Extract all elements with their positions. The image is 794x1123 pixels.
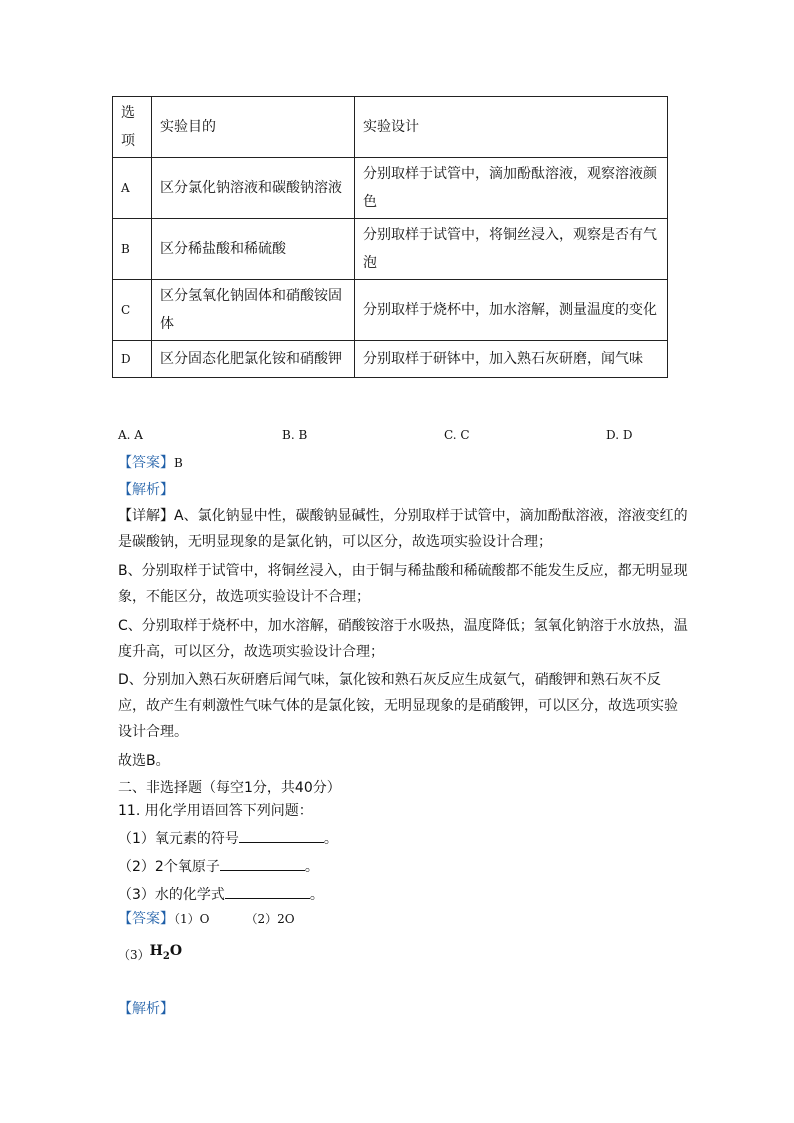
analysis-tag-2: 【解析】 <box>118 1001 174 1017</box>
answer-value: B <box>174 456 183 470</box>
answer-1: （1）O <box>174 912 210 926</box>
row-option: D <box>113 341 152 378</box>
row-goal: 区分氢氧化钠固体和硝酸铵固体 <box>152 280 355 341</box>
row-design: 分别取样于试管中，滴加酚酞溶液，观察溶液颜色 <box>355 158 668 219</box>
choice-a: A. A <box>118 428 143 442</box>
row-goal: 区分稀盐酸和稀硫酸 <box>152 219 355 280</box>
q11-stem: 11. 用化学用语回答下列问题： <box>118 803 313 819</box>
answer-tag: 【答案】 <box>118 911 174 927</box>
detail-c-paragraph: C、分别取样于烧杯中，加水溶解，硝酸铵溶于水吸热，温度降低；氢氧化钠溶于水放热，温度升高，可以区分，故选项实验设计合理； <box>118 618 688 660</box>
period: 。 <box>304 859 319 875</box>
table-row <box>113 280 668 341</box>
conclusion: 故选B。 <box>118 753 170 769</box>
q11-item-3-text: （3）水的化学式 <box>118 887 225 903</box>
choice-b: B. B <box>282 428 308 442</box>
answer-tag: 【答案】 <box>118 455 174 471</box>
detail-d-paragraph: D、分别加入熟石灰研磨后闻气味，氯化铵和熟石灰反应生成氨气，硝酸钾和熟石灰不反应，故产生有刺激性气味气体的是氯化铵，无明显现象的是硝酸钾，可以区分，故选项实验设计合理。 <box>118 672 678 740</box>
table-row <box>113 158 668 219</box>
header-option: 选项 <box>113 97 152 158</box>
formula-sub: 2 <box>162 950 170 962</box>
q11-answer-3 <box>118 942 182 962</box>
row-design: 分别取样于试管中，将铜丝浸入，观察是否有气泡 <box>355 219 668 280</box>
blank-line <box>239 828 324 843</box>
q11-item-2 <box>118 856 319 876</box>
table-row <box>113 341 668 378</box>
q11-item-1-text: （1）氧元素的符号 <box>118 831 239 847</box>
answer-2: （2）2O <box>245 912 295 926</box>
row-option: B <box>113 219 152 280</box>
analysis-tag: 【解析】 <box>118 482 174 498</box>
choice-d: D. D <box>606 428 633 442</box>
row-option: A <box>113 158 152 219</box>
detail-tag: 【详解】 <box>118 508 174 524</box>
q11-answer-line <box>118 908 295 928</box>
period: 。 <box>323 831 338 847</box>
q11-item-1 <box>118 828 338 848</box>
q11-item-2-text: （2）2个氧原子 <box>118 859 220 875</box>
detail-b-paragraph: B、分别取样于试管中，将铜丝浸入，由于铜与稀盐酸和稀硫酸都不能发生反应，都无明显现象，不能区分，故选项实验设计不合理； <box>118 563 688 605</box>
row-goal: 区分氯化钠溶液和碳酸钠溶液 <box>152 158 355 219</box>
blank-line <box>220 856 305 871</box>
water-formula <box>149 943 183 962</box>
header-goal: 实验目的 <box>152 97 355 158</box>
formula-h: H <box>149 943 163 959</box>
q11-item-3 <box>118 884 324 904</box>
row-option: C <box>113 280 152 341</box>
row-design: 分别取样于烧杯中，加水溶解，测量温度的变化 <box>355 280 668 341</box>
detail-a-text: A、氯化钠显中性，碳酸钠显碱性，分别取样于试管中，滴加酚酞溶液，溶液变红的是碳酸钠，无明显现象的是氯化钠，可以区分，故选项实验设计合理； <box>118 508 688 550</box>
blank-line <box>225 884 310 899</box>
row-design: 分别取样于研钵中，加入熟石灰研磨，闻气味 <box>355 341 668 378</box>
choice-c: C. C <box>444 428 470 442</box>
table-header-row <box>113 97 668 158</box>
answer-3-label: （3） <box>118 948 150 962</box>
header-design: 实验设计 <box>355 97 668 158</box>
table-row <box>113 219 668 280</box>
row-goal: 区分固态化肥氯化铵和硝酸钾 <box>152 341 355 378</box>
detail-a-paragraph <box>118 503 688 555</box>
experiment-table <box>112 96 668 378</box>
q10-answer-line <box>118 452 183 472</box>
period: 。 <box>309 887 324 903</box>
section-heading: 二、非选择题（每空1分，共40分） <box>118 780 341 796</box>
formula-o: O <box>169 943 183 959</box>
